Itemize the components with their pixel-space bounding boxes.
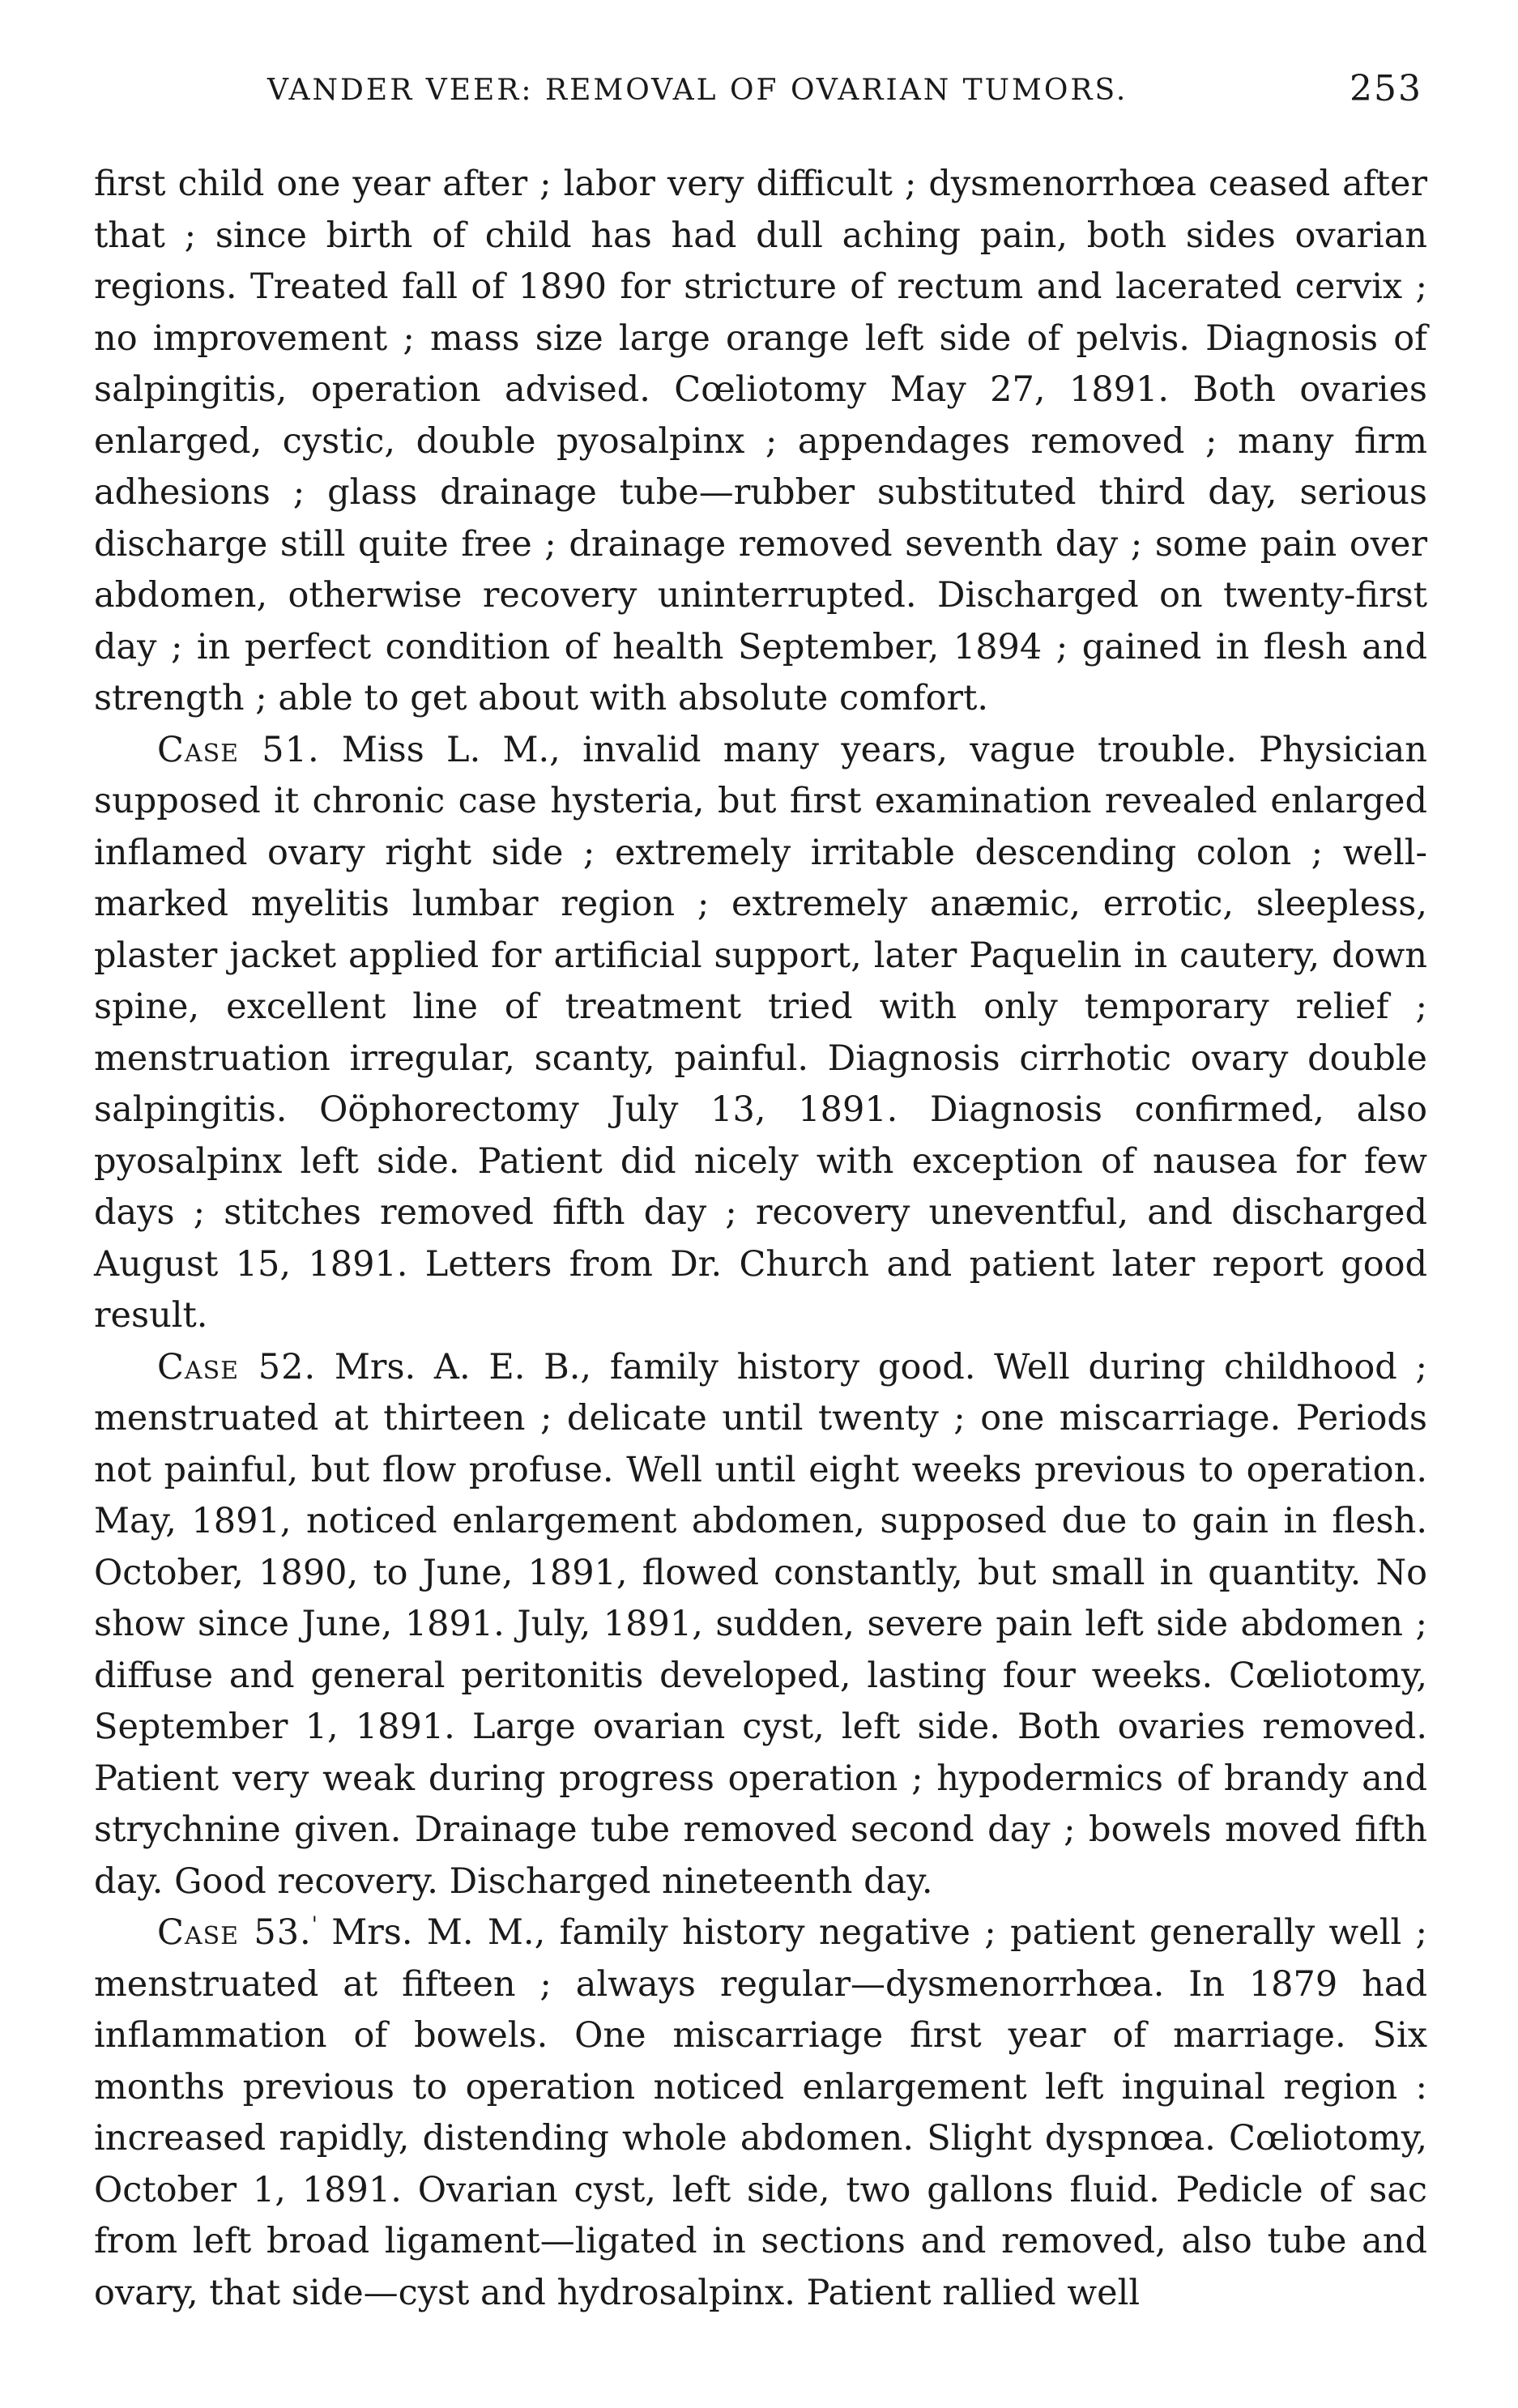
paragraph-case-52 bbox=[94, 1342, 1427, 1908]
paragraph-text: Mrs. M. M., family history negative ; patient generally well ; menstruated at fifteen ; always regular—dysmenorrhœa. In 1879 had inflammation of bowels. One miscarriage first year of marriage. Six months previous to operation noticed enlargement left inguinal region : increased rapidly, distending whole abdomen. Slight dyspnœa. Cœliotomy, October 1, 1891. Ovarian cyst, left side, two gallons fluid. Pedicle of sac from left broad ligament—ligated in sections and removed, also tube and ovary, that side—cyst and hydrosalpinx. Patient rallied well bbox=[94, 1912, 1428, 2313]
paragraph-text: first child one year after ; labor very difficult ; dysmenorrhœa ceased after that ; since birth of child has had dull aching pain, both sides ovarian regions. Treated fall of 1890 for stricture of rectum and lacerated cervix ; no improvement ; mass size large orange left side of pelvis. Diagnosis of salpingitis, operation advised. Cœliotomy May 27, 1891. Both ovaries enlarged, cystic, double pyosalpinx ; appendages removed ; many firm adhesions ; glass drainage tube—rubber substituted third day, serious discharge still quite free ; drainage removed seventh day ; some pain over abdomen, otherwise recovery uninterrupted. Discharged on twenty-first day ; in perfect condition of health September, 1894 ; gained in flesh and strength ; able to get about with absolute comfort. bbox=[94, 164, 1427, 718]
footnote-mark: ' bbox=[311, 1912, 318, 1937]
case-label: Case 51. bbox=[157, 729, 320, 770]
paragraph-case-53 bbox=[94, 1907, 1427, 2319]
page-number: 253 bbox=[1350, 68, 1422, 109]
running-head: VANDER VEER: REMOVAL OF OVARIAN TUMORS. bbox=[267, 74, 1128, 107]
paragraph-continuation bbox=[94, 159, 1427, 725]
case-label: Case 52. bbox=[157, 1346, 317, 1387]
paragraph-case-51 bbox=[94, 725, 1427, 1342]
paragraph-text: Miss L. M., invalid many years, vague trouble. Physician supposed it chronic case hysteria, but first examination revealed enlarged inflamed ovary right side ; extremely irritable descending colon ; well-marked myelitis lumbar region ; extremely anæmic, errotic, sleepless, plaster jacket applied for artificial support, later Paquelin in cautery, down spine, excellent line of treatment tried with only temporary relief ; menstruation irregular, scanty, painful. Diagnosis cirrhotic ovary double salpingitis. Oöphorectomy July 13, 1891. Diagnosis confirmed, also pyosalpinx left side. Patient did nicely with exception of nausea for few days ; stitches removed fifth day ; recovery uneventful, and discharged August 15, 1891. Letters from Dr. Church and patient later report good result. bbox=[94, 729, 1427, 1336]
paragraph-text: Mrs. A. E. B., family history good. Well during childhood ; menstruated at thirteen ; delicate until twenty ; one miscarriage. Periods not painful, but flow profuse. Well until eight weeks previous to operation. May, 1891, noticed enlargement abdomen, supposed due to gain in flesh. October, 1890, to June, 1891, flowed constantly, but small in quantity. No show since June, 1891. July, 1891, sudden, severe pain left side abdomen ; diffuse and general peritonitis developed, lasting four weeks. Cœliotomy, September 1, 1891. Large ovarian cyst, left side. Both ovaries removed. Patient very weak during progress operation ; hypodermics of brandy and strychnine given. Drainage tube removed second day ; bowels moved fifth day. Good recovery. Discharged nineteenth day. bbox=[94, 1346, 1427, 1902]
body-text bbox=[94, 159, 1427, 2319]
case-label: Case 53. bbox=[157, 1912, 312, 1953]
